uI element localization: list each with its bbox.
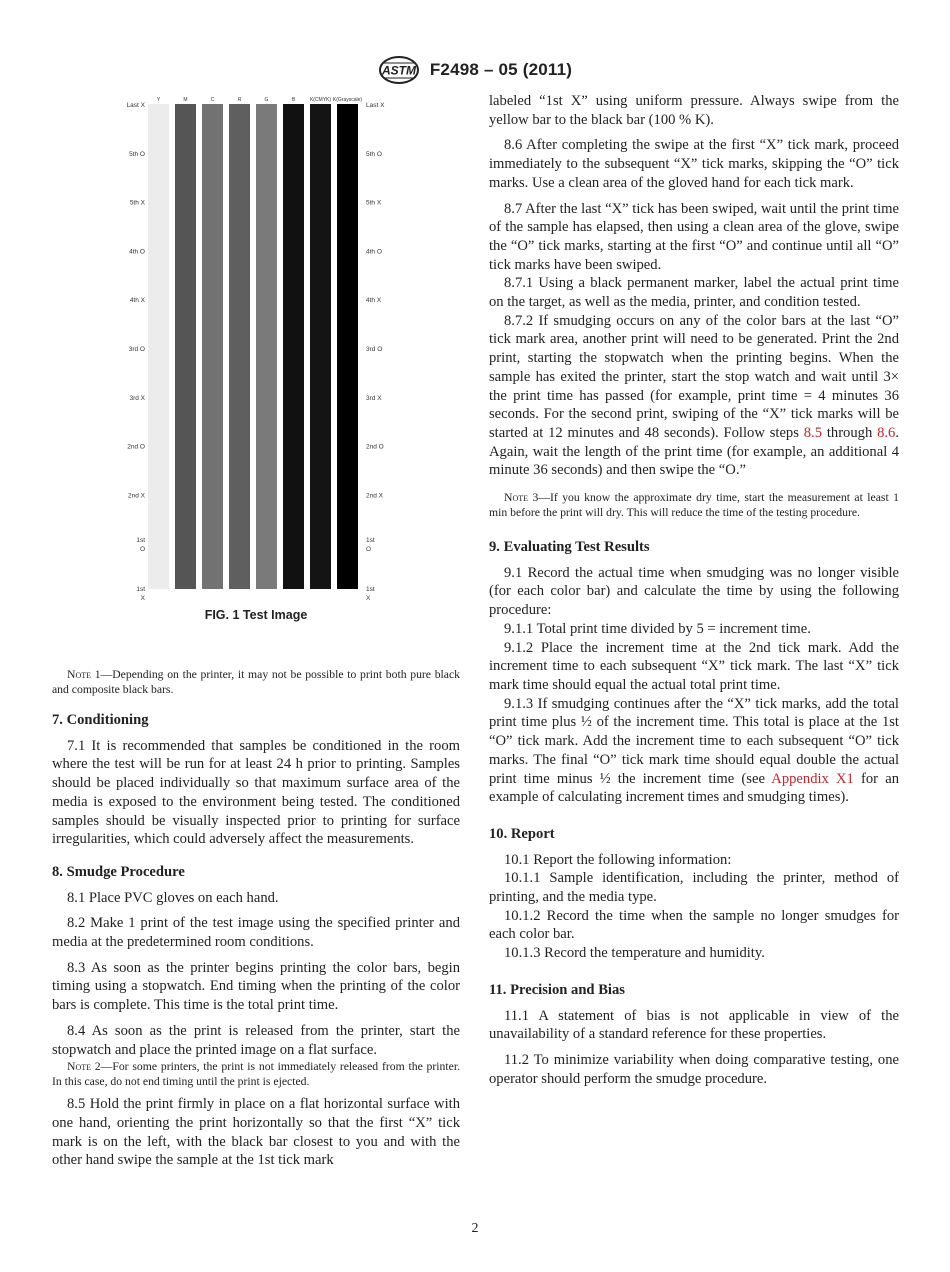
left-tick-label: 1st bbox=[136, 537, 145, 545]
paragraph-10-1-3: 10.1.3 Record the temperature and humidity. bbox=[504, 945, 765, 962]
paragraph-9-1-3: 9.1.3 If smudging continues after the “X” tick marks, add the total print time plus ½ of the increment time. This total is place at the 1st “O” tick mark. Add the increment time to each subsequent “O” tick marks. The final “O” tick mark time should equal double the actual print time minus ½ the increment time (see Appendix X1 for an example of calculating increment times and smudging times). bbox=[489, 695, 899, 806]
note-3: Note 3—If you know the approximate dry time, start the measurement at least 1 min before the print will dry. This will reduce the time of the testing procedure. bbox=[489, 491, 899, 520]
paragraph-11-2: 11.2 To minimize variability when doing comparative testing, one operator should perform the smudge procedure. bbox=[489, 1051, 899, 1087]
svg-text:ASTM: ASTM bbox=[381, 63, 416, 78]
page-number: 2 bbox=[471, 1221, 479, 1236]
paragraph-8-7-2: 8.7.2 If smudging occurs on any of the color bars at the last “O” tick mark area, another print will need to be generated. Print the 2nd print, starting the stopwatch when the printing begins. When the sample has exited the printer, start the stop watch and wait until 3× the print time has passed (for example, print time = 4 minutes 36 seconds. For the second print, swiping of the “X” tick marks will be started at 12 minutes and 48 seconds). Follow steps 8.5 through 8.6. Again, wait the length of the print time (for example, an additional 4 minute 36 seconds) and then swipe the “O.” bbox=[489, 312, 899, 479]
paragraph-8-4: 8.4 As soon as the print is released from the printer, start the stopwatch and place the printed image on a flat surface. bbox=[52, 1022, 460, 1058]
section-heading-smudge-procedure: 8. Smudge Procedure bbox=[52, 863, 185, 880]
link-step-8-5[interactable]: 8.5 bbox=[803, 424, 822, 441]
right-tick-label: X bbox=[366, 595, 371, 602]
astm-logo-icon bbox=[378, 55, 420, 85]
paragraph-9-1: 9.1 Record the actual time when smudging was no longer visible (for each color bar) and calculate the time by using the following procedure: bbox=[489, 564, 899, 619]
right-tick-label: 3rd O bbox=[366, 346, 383, 353]
paragraph-8-3: 8.3 As soon as the printer begins printing the color bars, begin timing using a stopwatch. End timing when the printing of the color bars is complete. This time is the total print time. bbox=[52, 959, 460, 1014]
right-tick-label: Last X bbox=[366, 102, 385, 109]
left-tick-label: 5th O bbox=[129, 150, 145, 158]
paragraph-8-2: 8.2 Make 1 print of the test image using the specified printer and media at the predetermined room conditions. bbox=[52, 915, 460, 951]
left-column bbox=[52, 92, 460, 1177]
left-tick-label: 5th X bbox=[129, 199, 145, 207]
color-bar bbox=[283, 104, 304, 589]
section-heading-evaluating-results: 9. Evaluating Test Results bbox=[489, 539, 650, 556]
left-tick-label: X bbox=[140, 595, 145, 602]
color-bar bbox=[175, 104, 196, 589]
right-tick-label: 2nd O bbox=[366, 443, 384, 451]
left-tick-label: 1st bbox=[136, 586, 145, 593]
note-2: Note 2—For some printers, the print is not immediately released from the printer. In this case, do not end timing until the print is ejected. bbox=[52, 1060, 460, 1089]
paragraph-8-5: 8.5 Hold the print firmly in place on a flat horizontal surface with one hand, orienting the print horizontally so that the first “X” tick mark is on the left, with the black bar closest to you and with the other hand swipe the sample at the 1st tick mark bbox=[52, 1096, 460, 1169]
link-appendix-x1[interactable]: Appendix X1 bbox=[771, 770, 854, 787]
left-tick-label: 2nd X bbox=[128, 492, 145, 500]
paragraph-11-1: 11.1 A statement of bias is not applicable in view of the unavailability of a standard reference for these properties. bbox=[489, 1007, 899, 1043]
color-bar bbox=[337, 104, 358, 589]
right-tick-label: 1st bbox=[366, 537, 375, 545]
left-tick-label: Last X bbox=[126, 102, 145, 109]
bar-label: K(Grayscale) bbox=[332, 97, 363, 103]
figure-caption: FIG. 1 Test Image bbox=[204, 608, 308, 622]
bar-label: M bbox=[183, 97, 188, 103]
right-tick-label: 5th O bbox=[366, 150, 382, 158]
section-heading-conditioning: 7. Conditioning bbox=[52, 712, 149, 728]
document-designation: F2498 – 05 (2011) bbox=[429, 60, 573, 79]
bar-label: R bbox=[237, 97, 242, 103]
right-tick-label: 4th X bbox=[366, 297, 382, 305]
paragraph-7-1: 7.1 It is recommended that samples be conditioned in the room where the test will be run for at least 24 h prior to printing. Samples should be placed individually so that maximum surface area of the media is exposed to the environment being tested. The conditioned samples should be visually inspected prior to printing for surface irregularities, which could adversely affect the measurements. bbox=[52, 737, 460, 848]
paragraph-8-1: 8.1 Place PVC gloves on each hand. bbox=[67, 889, 279, 906]
paragraph-8-6: 8.6 After completing the swipe at the first “X” tick mark, proceed immediately to the subsequent “X” tick marks, skipping the “O” tick marks. Use a clean area of the gloved hand for each tick mark. bbox=[489, 137, 899, 191]
paragraph-10-1-1: 10.1.1 Sample identification, including the printer, method of printing, and the media type. bbox=[489, 870, 899, 906]
bar-label: K(CMYK) bbox=[309, 97, 332, 103]
bar-label: Y bbox=[156, 97, 161, 103]
bar-label: G bbox=[264, 97, 269, 103]
color-bar bbox=[202, 104, 223, 589]
paragraph-9-1-1: 9.1.1 Total print time divided by 5 = increment time. bbox=[504, 620, 811, 637]
left-tick-label: 2nd O bbox=[127, 443, 145, 451]
paragraph-10-1-2: 10.1.2 Record the time when the sample no longer smudges for each color bar. bbox=[489, 907, 899, 943]
right-tick-label: O bbox=[366, 546, 372, 554]
color-bar bbox=[229, 104, 250, 589]
right-tick-label: 2nd X bbox=[366, 492, 383, 500]
right-tick-label: 3rd X bbox=[366, 394, 382, 402]
page-header bbox=[0, 55, 950, 85]
bar-label: C bbox=[210, 97, 215, 103]
left-tick-label: 3rd X bbox=[129, 394, 145, 402]
test-image-graphic bbox=[52, 92, 460, 602]
figure-test-image bbox=[52, 92, 460, 692]
link-step-8-6[interactable]: 8.6 bbox=[877, 424, 896, 441]
right-tick-label: 5th X bbox=[366, 199, 382, 207]
note-1: Note 1—Depending on the printer, it may not be possible to print both pure black and composite black bars. bbox=[52, 668, 460, 696]
right-column bbox=[489, 92, 899, 1095]
left-tick-label: 4th X bbox=[129, 297, 145, 305]
color-bar bbox=[256, 104, 277, 589]
paragraph-8-5-continued: labeled “1st X” using uniform pressure. Always swipe from the yellow bar to the black bar (100 % K). bbox=[489, 93, 899, 128]
section-heading-report: 10. Report bbox=[489, 825, 555, 842]
color-bar bbox=[310, 104, 331, 589]
left-tick-label: O bbox=[139, 546, 145, 554]
section-heading-precision-bias: 11. Precision and Bias bbox=[489, 981, 625, 998]
paragraph-8-7-1: 8.7.1 Using a black permanent marker, label the actual print time on the target, as well as the media, printer, and condition tested. bbox=[489, 275, 899, 311]
right-tick-label: 1st bbox=[366, 586, 375, 593]
left-tick-label: 4th O bbox=[129, 248, 145, 256]
bar-label: B bbox=[291, 97, 296, 103]
paragraph-10-1: 10.1 Report the following information: bbox=[504, 851, 732, 868]
paragraph-8-7: 8.7 After the last “X” tick has been swiped, wait until the print time of the sample has elapsed, then using a clean area of the glove, swipe the “O” tick marks, starting at the first “O” and continue until all “O” tick marks have been swiped. bbox=[489, 200, 899, 273]
paragraph-9-1-2: 9.1.2 Place the increment time at the 2nd tick mark. Add the increment time to each subsequent “X” tick mark. The last “X” tick mark time should equal the actual total print time. bbox=[489, 639, 899, 693]
right-tick-label: 4th O bbox=[366, 248, 382, 256]
left-tick-label: 3rd O bbox=[128, 346, 145, 353]
color-bar bbox=[148, 104, 169, 589]
